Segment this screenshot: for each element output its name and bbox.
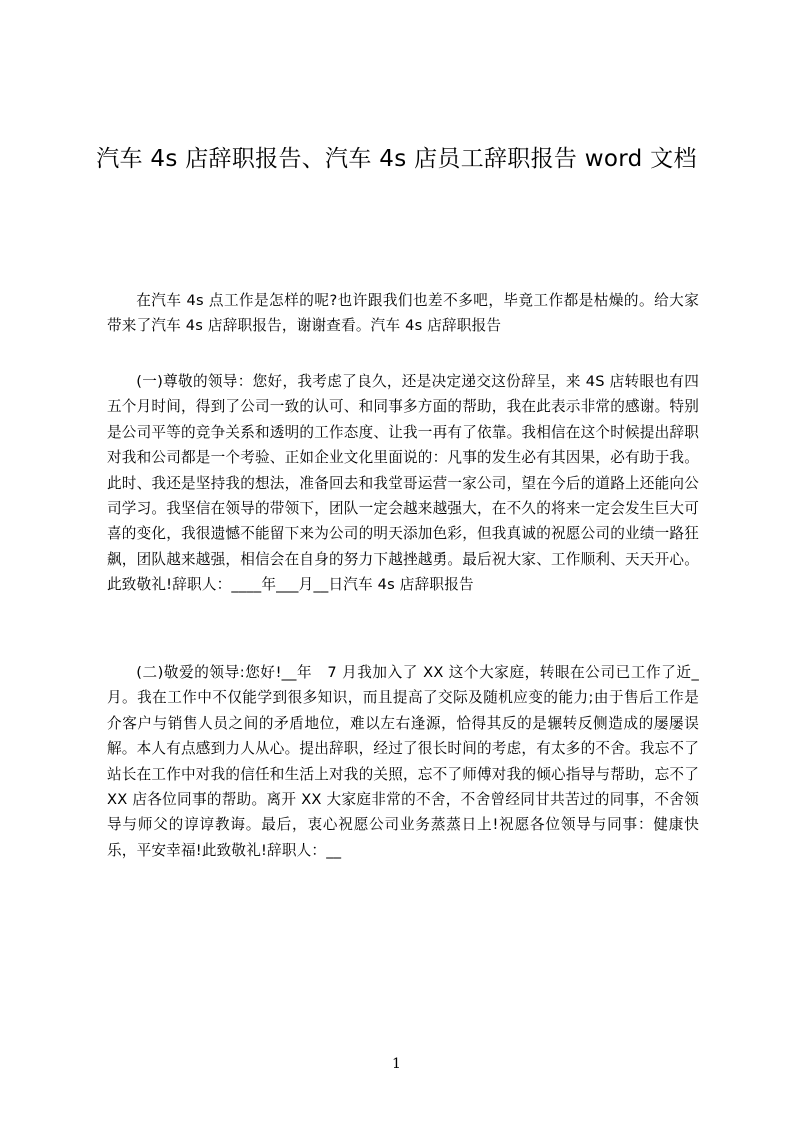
intro-paragraph: 在汽车 4s 点工作是怎样的呢?也许跟我们也差不多吧，毕竟工作都是枯燥的。给大家带来了汽车 4s 店辞职报告，谢谢查看。汽车 4s 店辞职报告 — [107, 292, 699, 335]
resignation-letter-1: (一)尊敬的领导：您好，我考虑了良久，还是决定递交这份辞呈，来 4S 店转眼也有四五个月时间，得到了公司一致的认可、和同事多方面的帮助，我在此表示非常的感谢。特别是公司平等的竞争关系和透明的工作态度、让我一再有了依靠。我相信在这个时候提出辞职对我和公司都是一个考验、正如企业文化里面说的：凡事的发生必有其因果，必有助于我。此时、我还是坚持我的想法，准备回去和我堂哥运营一家公司，望在今后的道路上还能向公司学习。我坚信在领导的带领下，团队一定会越来越强大，在不久的将来一定会发生巨大可喜的变化，我很遗憾不能留下来为公司的明天添加色彩，但我真诚的祝愿公司的业绩一路狂飙，团队越来越强，相信会在自身的努力下越挫越勇。最后祝大家、工作顺利、天天开心。此致敬礼!辞职人：____年___月__日汽车 4s 店辞职报告 — [107, 373, 699, 594]
resignation-letter-2: (二)敬爱的领导:您好!__年 7 月我加入了 XX 这个大家庭，转眼在公司已工作了近_月。我在工作中不仅能学到很多知识，而且提高了交际及随机应变的能力;由于售后工作是介客户与销售人员之间的矛盾地位，难以左右逢源，恰得其反的是辗转反侧造成的屡屡误解。本人有点感到力人从心。提出辞职，经过了很长时间的考虑，有太多的不舍。我忘不了站长在工作中对我的信任和生活上对我的关照，忘不了师傅对我的倾心指导与帮助，忘不了 XX 店各位同事的帮助。离开 XX 大家庭非常的不舍，不舍曾经同甘共苦过的同事，不舍领导与师父的谆谆教诲。最后，衷心祝愿公司业务蒸蒸日上!祝愿各位领导与同事：健康快乐，平安幸福!此致敬礼!辞职人：__ — [107, 664, 699, 859]
document-title: 汽车 4s 店辞职报告、汽车 4s 店员工辞职报告 word 文档 — [96, 146, 697, 172]
page-number: 1 — [392, 1056, 401, 1072]
